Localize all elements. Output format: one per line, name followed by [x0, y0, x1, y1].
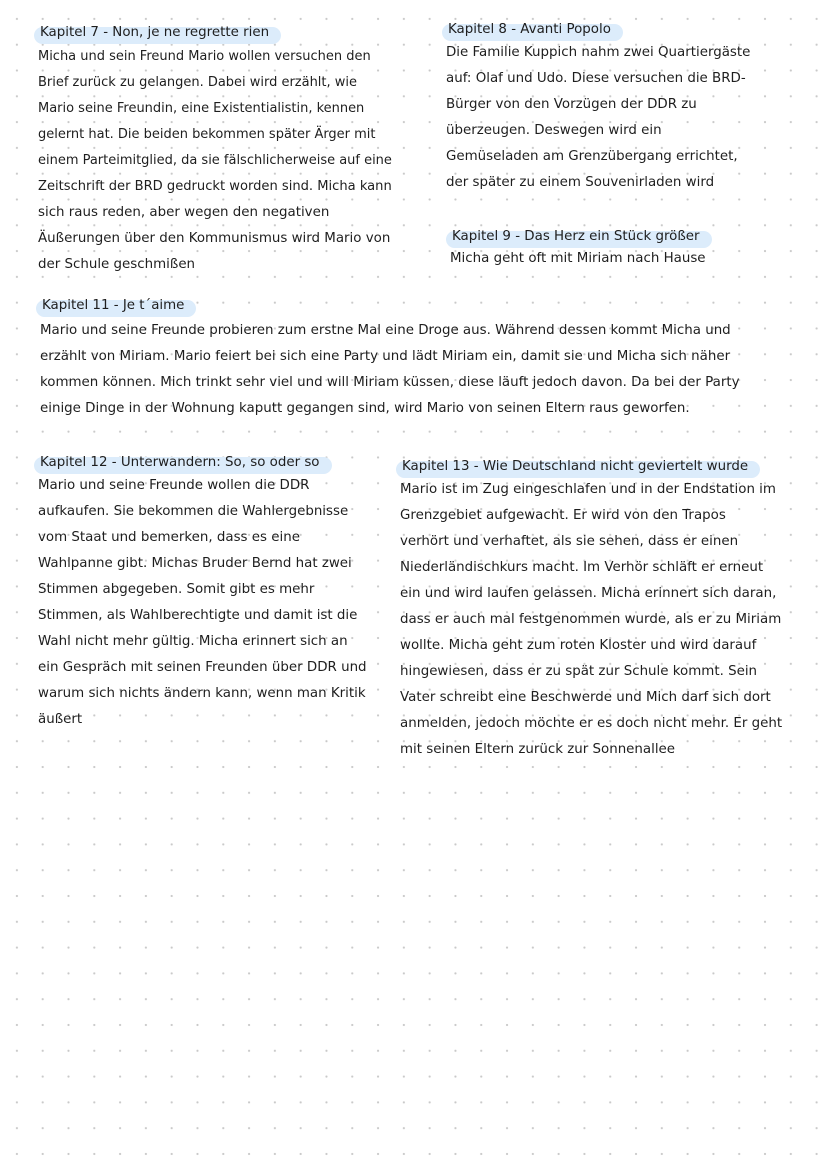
summary-line: erzählt von Miriam. Mario feiert bei sich eine Party und lädt Miriam ein, damit sie und Micha sich näher	[40, 349, 731, 364]
summary-line: Die Familie Kuppich nahm zwei Quartiergäste	[446, 45, 751, 60]
summary-line: vom Staat und bemerken, dass es eine	[38, 530, 300, 545]
summary-line: wollte. Micha geht zum roten Kloster und wird darauf	[400, 638, 757, 653]
summary-line: ein Gespräch mit seinen Freunden über DDR und	[38, 660, 367, 675]
summary-line: sich raus reden, aber wegen den negativen	[38, 205, 330, 220]
summary-line: einige Dinge in der Wohnung kaputt gegangen sind, wird Mario von seinen Eltern raus geworfen.	[40, 401, 690, 416]
summary-line: Mario und seine Freunde wollen die DDR	[38, 478, 310, 493]
summary-line: Stimmen, als Wahlberechtigte und damit ist die	[38, 608, 358, 623]
summary-line: Wahlpanne gibt. Michas Bruder Bernd hat zwei	[38, 556, 352, 571]
chapter-7-summary	[38, 44, 392, 278]
chapter-12-section	[38, 451, 367, 733]
chapter-13-summary	[400, 477, 782, 763]
chapter-13-heading: Kapitel 13 - Wie Deutschland nicht geviertelt wurde	[400, 458, 752, 476]
summary-line: Micha geht oft mit Miriam nach Hause	[450, 251, 706, 266]
summary-line: Mario seine Freundin, eine Existentialistin, kennen	[38, 101, 365, 116]
summary-line: kommen können. Mich trinkt sehr viel und will Miriam küssen, diese läuft jedoch davon. Da bei der Party	[40, 375, 740, 390]
summary-line: Bürger von den Vorzügen der DDR zu	[446, 97, 697, 112]
chapter-11-heading: Kapitel 11 - Je t´aime	[40, 297, 188, 315]
summary-line: gelernt hat. Die beiden bekommen später Ärger mit	[38, 127, 376, 142]
summary-line: Mario ist im Zug eingeschlafen und in der Endstation im	[400, 482, 776, 497]
summary-line: überzeugen. Deswegen wird ein	[446, 123, 662, 138]
summary-line: aufkaufen. Sie bekommen die Wahlergebnisse	[38, 504, 349, 519]
summary-line: der später zu einem Souvenirladen wird	[446, 175, 715, 190]
chapter-11-section	[40, 294, 740, 422]
summary-line: Gemüseladen am Grenzübergang errichtet,	[446, 149, 738, 164]
chapter-9-heading: Kapitel 9 - Das Herz ein Stück größer	[450, 228, 704, 246]
summary-line: mit seinen Eltern zurück zur Sonnenallee	[400, 742, 676, 757]
chapter-7-section	[38, 20, 392, 278]
summary-line: warum sich nichts ändern kann, wenn man Kritik	[38, 686, 366, 701]
summary-line: anmelden, jedoch möchte er es doch nicht mehr. Er geht	[400, 716, 783, 731]
summary-line: verhört und verhaftet, als sie sehen, dass er einen	[400, 534, 739, 549]
summary-line: Stimmen abgegeben. Somit gibt es mehr	[38, 582, 315, 597]
summary-line: Brief zurück zu gelangen. Dabei wird erzählt, wie	[38, 75, 357, 90]
chapter-13-section	[400, 455, 782, 763]
chapter-8-heading: Kapitel 8 - Avanti Popolo	[446, 21, 615, 39]
chapter-7-heading: Kapitel 7 - Non, je ne regrette rien	[38, 24, 273, 42]
chapter-12-heading: Kapitel 12 - Unterwandern: So, so oder so	[38, 454, 324, 472]
summary-line: Äußerungen über den Kommunismus wird Mario von	[38, 231, 391, 246]
summary-line: hingewiesen, dass er zu spät zur Schule kommt. Sein	[400, 664, 758, 679]
summary-line: auf: Olaf und Udo. Diese versuchen die BRD-	[446, 71, 746, 86]
chapter-8-section	[446, 18, 750, 196]
summary-line: Niederländischkurs macht. Im Verhör schläft er erneut	[400, 560, 764, 575]
chapter-9-summary	[450, 246, 706, 272]
summary-line: äußert	[38, 712, 83, 727]
summary-line: ein und wird laufen gelassen. Micha erinnert sich daran,	[400, 586, 777, 601]
summary-line: Vater schreibt eine Beschwerde und Mich darf sich dort	[400, 690, 771, 705]
summary-line: dass er auch mal festgenommen wurde, als er zu Miriam	[400, 612, 782, 627]
summary-line: einem Parteimitglied, da sie fälschlicherweise auf eine	[38, 153, 392, 168]
chapter-12-summary	[38, 473, 367, 733]
summary-line: der Schule geschmißen	[38, 257, 196, 272]
summary-line: Wahl nicht mehr gültig. Micha erinnert sich an	[38, 634, 348, 649]
summary-line: Mario und seine Freunde probieren zum erstne Mal eine Droge aus. Während dessen kommt Micha und	[40, 323, 731, 338]
summary-line: Micha und sein Freund Mario wollen versuchen den	[38, 49, 371, 64]
chapter-8-summary	[446, 40, 750, 196]
summary-line: Grenzgebiet aufgewacht. Er wird von den Trapos	[400, 508, 726, 523]
summary-line: Zeitschrift der BRD gedruckt worden sind. Micha kann	[38, 179, 392, 194]
chapter-9-section	[450, 225, 706, 272]
chapter-11-summary	[40, 318, 740, 422]
